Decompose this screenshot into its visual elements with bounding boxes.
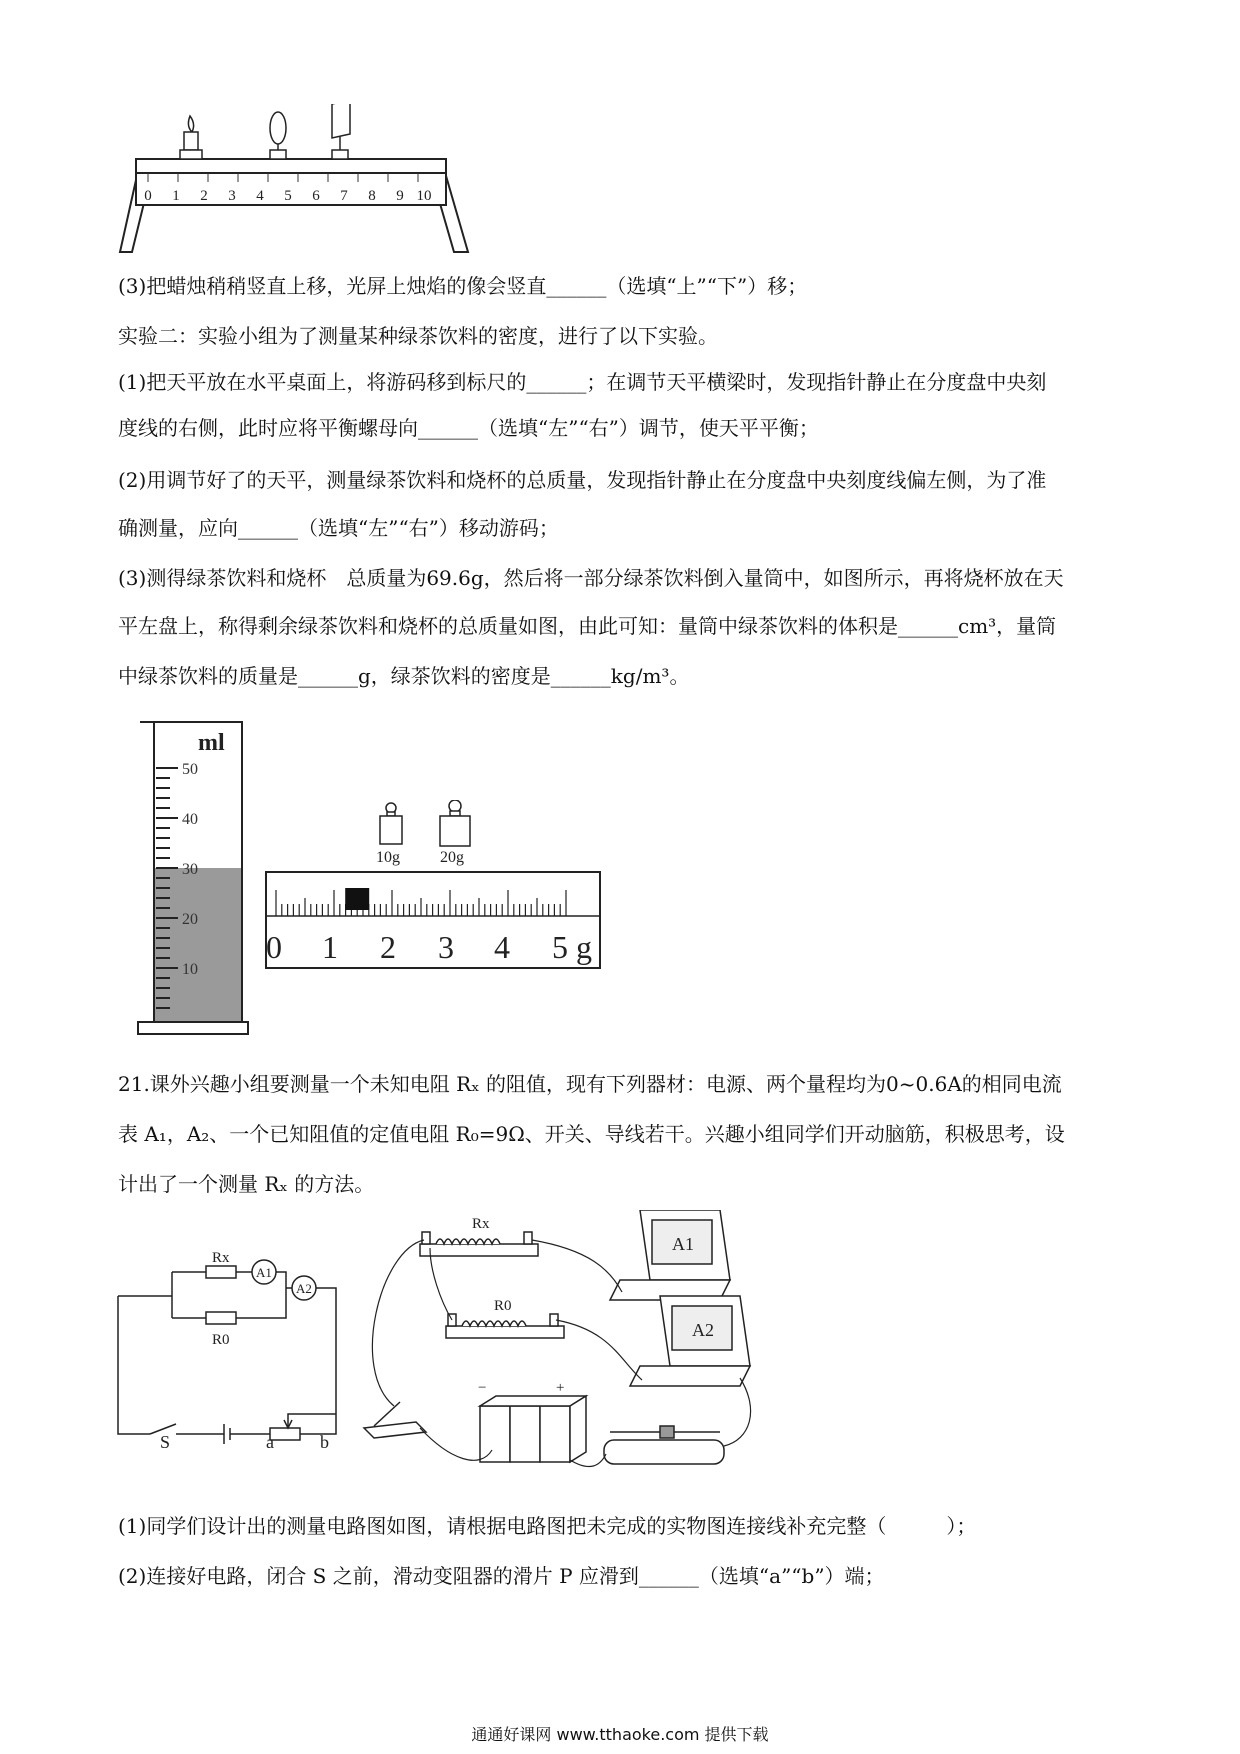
text-line-10: 21.课外兴趣小组要测量一个未知电阻 Rₓ 的阻值，现有下列器材：电源、两个量程均为0~0.6A的相同电流 (118, 1072, 1062, 1096)
text-line-7: (3)测得绿茶饮料和烧杯 总质量为69.6g，然后将一部分绿茶饮料倒入量筒中，如图所示，再将烧杯放在天 (118, 566, 1064, 590)
circuit-label-r0: R0 (212, 1332, 230, 1348)
rider-tick-5: 5 (552, 929, 568, 965)
rider-unit: g (576, 929, 592, 965)
bench-tick-3: 3 (228, 188, 236, 204)
cylinder-tick-30: 30 (182, 861, 198, 878)
bench-tick-7: 7 (340, 188, 348, 204)
rider-tick-1: 1 (322, 929, 338, 965)
circuit-label-b: b (320, 1432, 329, 1448)
bench-tick-10: 10 (416, 188, 432, 204)
text-line-6: 确测量，应向______（选填“左”“右”）移动游码； (118, 516, 559, 540)
screen-icon (332, 104, 350, 159)
text-line-1: (3)把蜡烛稍稍竖直上移，光屏上烛焰的像会竖直______（选填“上”“下”）移； (118, 274, 808, 298)
weight-20g-icon (440, 800, 470, 846)
circuit-label-rx: Rx (212, 1250, 230, 1266)
apparatus-label-rx: Rx (472, 1216, 490, 1232)
weight-20g-label: 20g (440, 849, 464, 866)
bench-tick-1: 1 (172, 188, 180, 204)
text-line-3: (1)把天平放在水平桌面上，将游码移到标尺的______；在调节天平横梁时，发现指针静止在分度盘中央刻 (118, 370, 1047, 394)
weight-10g-label: 10g (376, 849, 400, 866)
rider-tick-3: 3 (438, 929, 454, 965)
cylinder-tick-40: 40 (182, 811, 198, 828)
text-line-14: (2)连接好电路，闭合 S 之前，滑动变阻器的滑片 P 应滑到______（选填“a”“b”）端； (118, 1564, 885, 1588)
bench-tick-9: 9 (396, 188, 404, 204)
lens-icon (270, 112, 286, 159)
cylinder-tick-20: 20 (182, 911, 198, 928)
optical-bench-figure (118, 104, 518, 254)
circuit-label-a1: A1 (256, 1265, 272, 1280)
apparatus-label-a2: A2 (692, 1320, 714, 1340)
text-line-11: 表 A₁，A₂、一个已知阻值的定值电阻 R₀=9Ω、开关、导线若干。兴趣小组同学们开动脑筋，积极思考，设 (118, 1122, 1065, 1146)
cylinder-unit: ml (198, 730, 225, 756)
text-line-5: (2)用调节好了的天平，测量绿茶饮料和烧杯的总质量，发现指针静止在分度盘中央刻度线偏左侧，为了准 (118, 468, 1047, 492)
text-line-9: 中绿茶饮料的质量是______g，绿茶饮料的密度是______kg/m³。 (118, 664, 690, 688)
bench-tick-2: 2 (200, 188, 208, 204)
rider-scale-figure (264, 870, 604, 974)
measuring-cylinder-figure (130, 718, 250, 1038)
rider-slider (345, 888, 369, 910)
candle-icon (180, 116, 202, 159)
circuit-label-s: S (160, 1432, 171, 1448)
bench-tick-6: 6 (312, 188, 320, 204)
cylinder-tick-10: 10 (182, 961, 198, 978)
bench-tick-0: 0 (144, 188, 152, 204)
bench-tick-5: 5 (284, 188, 292, 204)
bench-tick-8: 8 (368, 188, 376, 204)
cylinder-tick-50: 50 (182, 761, 198, 778)
apparatus-label-a1: A1 (672, 1234, 694, 1254)
battery-minus-label: − (478, 1380, 487, 1396)
text-line-4: 度线的右侧，此时应将平衡螺母向______（选填“左”“右”）调节，使天平平衡； (118, 416, 819, 440)
rider-tick-0: 0 (266, 929, 282, 965)
text-line-13: (1)同学们设计出的测量电路图如图，请根据电路图把未完成的实物图连接线补充完整（ ）； (118, 1514, 977, 1538)
rider-tick-4: 4 (494, 929, 510, 965)
circuit-label-a: a (266, 1432, 274, 1448)
text-line-8: 平左盘上，称得剩余绿茶饮料和烧杯的总质量如图，由此可知：量筒中绿茶饮料的体积是______cm³，量筒 (118, 614, 1057, 638)
battery-plus-label: + (556, 1380, 565, 1396)
text-line-12: 计出了一个测量 Rₓ 的方法。 (118, 1172, 375, 1196)
bench-tick-4: 4 (256, 188, 264, 204)
circuit-diagram (116, 1248, 376, 1448)
text-line-2: 实验二：实验小组为了测量某种绿茶饮料的密度，进行了以下实验。 (118, 324, 718, 348)
page-footer: 通通好课网 www.tthaoke.com 提供下载 (471, 1725, 769, 1744)
apparatus-label-r0: R0 (494, 1298, 512, 1314)
weight-10g-icon (380, 803, 402, 844)
rider-tick-2: 2 (380, 929, 396, 965)
apparatus-figure (360, 1210, 780, 1490)
weights-figure (368, 800, 478, 866)
circuit-label-a2: A2 (296, 1281, 312, 1296)
